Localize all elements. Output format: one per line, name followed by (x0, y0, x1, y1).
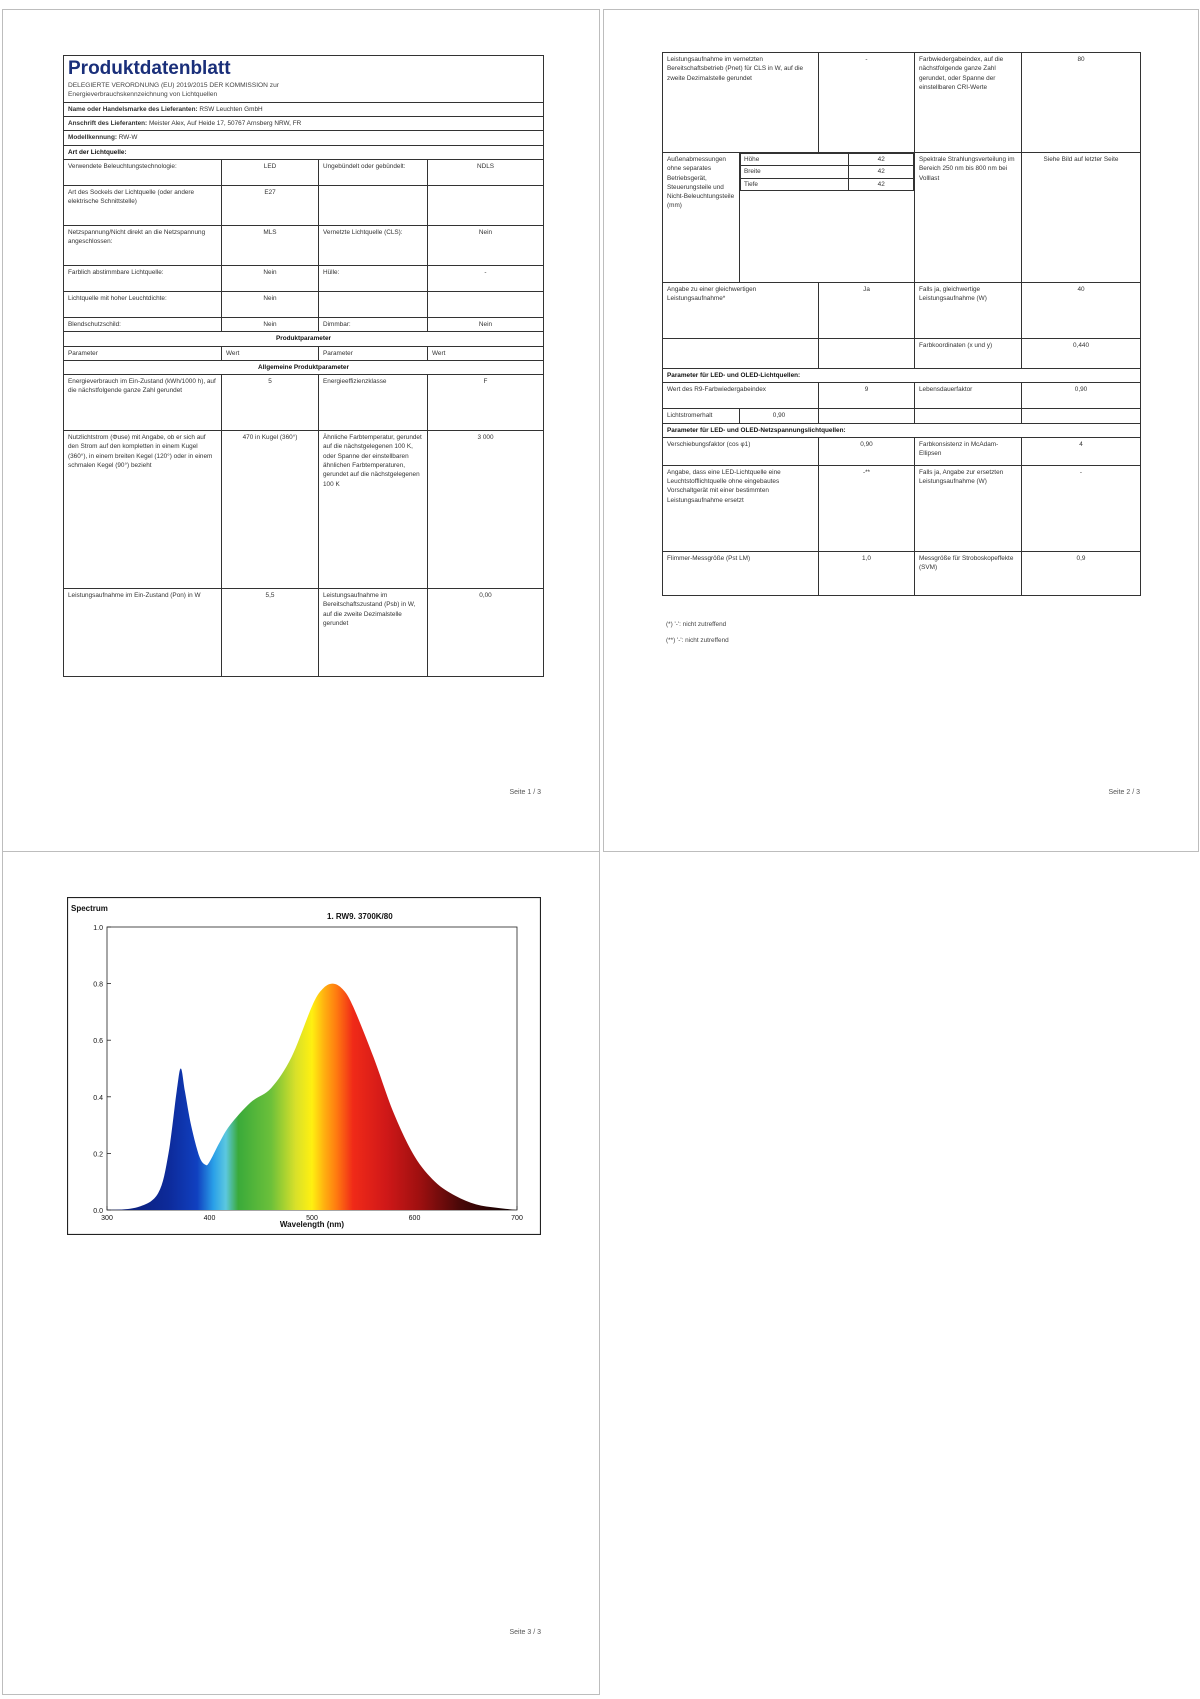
table-row (663, 465, 1141, 551)
general-params-header: Allgemeine Produktparameter (64, 360, 544, 374)
x-axis-label: Wavelength (nm) (279, 1220, 345, 1229)
y-tick-label: 0.8 (93, 981, 103, 989)
table-row (64, 375, 544, 431)
model-label: Modellkennung: (68, 134, 117, 142)
row-value: 5,5 (222, 589, 319, 677)
row-value-2: 0,440 (1022, 339, 1141, 369)
page-3 (2, 851, 600, 1695)
y-tick-label: 0.6 (93, 1038, 103, 1046)
model-value: RW-W (118, 134, 138, 142)
row-value: 1,0 (819, 551, 915, 595)
footnote-1: (*) '-': nicht zutreffend (666, 621, 727, 628)
param-header-c3: Parameter (319, 346, 428, 360)
row-value (819, 339, 915, 369)
row-empty (915, 409, 1022, 423)
table-row (663, 339, 1141, 369)
row-label-2: Ungebündelt oder gebündelt: (319, 160, 428, 186)
model-row (64, 131, 544, 145)
row-value-2: - (1022, 465, 1141, 551)
table-row (663, 437, 1141, 465)
page-1 (2, 9, 600, 852)
x-tick-label: 700 (511, 1215, 523, 1222)
page-title: Produktdatenblatt (68, 58, 231, 79)
row-value-2: Siehe Bild auf letzter Seite (1022, 153, 1141, 283)
row-label: Verschiebungsfaktor (cos φ1) (663, 437, 819, 465)
row-value-2: 0,9 (1022, 551, 1141, 595)
supplier-address-value: Meister Alex, Auf Heide 17, 50767 Arnsberg NRW, FR (148, 120, 302, 128)
row-label: Angabe zu einer gleichwertigen Leistungsaufnahme* (663, 283, 819, 339)
param-header-c4: Wert (428, 346, 544, 360)
table-row (64, 292, 544, 318)
supplier-name-row (64, 102, 544, 116)
row-label-2: Spektrale Strahlungsverteilung im Bereich 250 nm bis 800 nm bei Volllast (915, 153, 1022, 283)
table-row (64, 266, 544, 292)
row-value: Nein (222, 318, 319, 332)
dimensions-table (740, 153, 914, 191)
row-value-2: NDLS (428, 160, 544, 186)
row-value: 9 (819, 383, 915, 409)
row-value: E27 (222, 186, 319, 226)
table-row (64, 226, 544, 266)
row-label-2: Vernetzte Lichtquelle (CLS): (319, 226, 428, 266)
row-label-2: Falls ja, gleichwertige Leistungsaufnahme (W) (915, 283, 1022, 339)
supplier-name-label: Name oder Handelsmarke des Lieferanten: (68, 105, 198, 113)
row-value-2: Nein (428, 318, 544, 332)
row-value: 5 (222, 375, 319, 431)
row-label: Netzspannung/Nicht direkt an die Netzspannung angeschlossen: (64, 226, 222, 266)
row-label: Energieverbrauch im Ein-Zustand (kWh/1000 h), auf die nächstfolgende ganze Zahl gerundet (64, 375, 222, 431)
row-label: Angabe, dass eine LED-Lichtquelle eine Leuchtstofflichtquelle ohne eingebautes Vorschaltgerät mit einer bestimmten Leistungsaufnahme ersetzt (663, 465, 819, 551)
row-label (663, 339, 819, 369)
x-tick-label: 300 (101, 1215, 113, 1222)
row-label: Wert des R9-Farbwiedergabeindex (663, 383, 819, 409)
row-value: LED (222, 160, 319, 186)
row-value-2: 0,00 (428, 589, 544, 677)
table-row (64, 431, 544, 589)
row-label-2: Dimmbar: (319, 318, 428, 332)
row-value-2 (428, 292, 544, 318)
dim-value-depth: 42 (849, 178, 914, 190)
row-value: Nein (222, 292, 319, 318)
row-label: Lichtquelle mit hoher Leuchtdichte: (64, 292, 222, 318)
row-value-2: 80 (1022, 53, 1141, 153)
y-tick-label: 0.4 (93, 1094, 103, 1102)
dim-value-height: 42 (849, 154, 914, 166)
page-number: Seite 2 / 3 (1108, 789, 1140, 796)
footnote-2: (**) '-': nicht zutreffend (666, 637, 729, 644)
row-label: Blendschutzschild: (64, 318, 222, 332)
row-value-2: Nein (428, 226, 544, 266)
row-value-2: 0,90 (1022, 383, 1141, 409)
row-label: Leistungsaufnahme im Ein-Zustand (Pon) in W (64, 589, 222, 677)
x-tick-label: 400 (203, 1215, 216, 1222)
table-row (64, 589, 544, 677)
row-label: Flimmer-Messgröße (Pst LM) (663, 551, 819, 595)
row-value: - (819, 53, 915, 153)
row-label-2: Hülle: (319, 266, 428, 292)
row-label-2 (819, 409, 915, 423)
row-value: Nein (222, 266, 319, 292)
spectrum-chart (67, 897, 541, 1235)
row-label-2 (319, 186, 428, 226)
table-row (663, 283, 1141, 339)
row-label-2: Leistungsaufnahme im Bereitschaftszustand (Psb) in W, auf die zweite Dezimalstelle gerundet (319, 589, 428, 677)
dimensions-cell (740, 153, 915, 283)
row-label-2: Farbkonsistenz in McAdam-Ellipsen (915, 437, 1022, 465)
page-number: Seite 3 / 3 (509, 1629, 541, 1636)
row-value: 0,90 (819, 437, 915, 465)
mains-params-header: Parameter für LED- und OLED-Netzspannungslichtquellen: (663, 423, 1141, 437)
light-source-type-header: Art der Lichtquelle: (64, 145, 544, 159)
row-value-2: 40 (1022, 283, 1141, 339)
y-tick-label: 0.0 (93, 1208, 103, 1215)
row-value: -** (819, 465, 915, 551)
table-row (64, 160, 544, 186)
row-label: Nutzlichtstrom (Φuse) mit Angabe, ob er sich auf den Strom auf den kompletten in einem Kugel (360°), in einem breiten Kegel (120°) oder in einem schmalen Kegel (90°) bezieht (64, 431, 222, 589)
supplier-address-row (64, 117, 544, 131)
row-label-2: Ähnliche Farbtemperatur, gerundet auf die nächstgelegenen 100 K, oder Spanne der einstellbaren ähnlichen Farbtemperaturen, gerundet auf die nächstgelegenen 100 K (319, 431, 428, 589)
row-value: MLS (222, 226, 319, 266)
dim-value-width: 42 (849, 166, 914, 178)
row-label-2: Farbkoordinaten (x und y) (915, 339, 1022, 369)
param-header-row (64, 346, 544, 360)
dim-label-width: Breite (741, 166, 849, 178)
y-tick-label: 1.0 (93, 925, 103, 932)
row-label: Farblich abstimmbare Lichtquelle: (64, 266, 222, 292)
row-value-2: 4 (1022, 437, 1141, 465)
table-row (64, 186, 544, 226)
subtitle-line-2: Energieverbrauchskennzeichnung von Lichtquellen (68, 91, 218, 99)
table-row (663, 409, 1141, 423)
table-row (663, 53, 1141, 153)
param-header-c1: Parameter (64, 346, 222, 360)
param-header-c2: Wert (222, 346, 319, 360)
row-label: Leistungsaufnahme im vernetzten Bereitschaftsbetrieb (Pnet) für CLS in W, auf die zweite Dezimalstelle gerundet (663, 53, 819, 153)
page-2 (603, 9, 1199, 852)
row-label: Außenabmessungen ohne separates Betriebsgerät, Steuerungsteile und Nicht-Beleuchtungsteile (mm) (663, 153, 740, 283)
page-number: Seite 1 / 3 (509, 789, 541, 796)
title-cell (64, 56, 544, 103)
row-value-2 (428, 186, 544, 226)
product-params-header: Produktparameter (64, 332, 544, 346)
datasheet-table-page-2 (662, 52, 1141, 596)
row-label-2 (319, 292, 428, 318)
y-tick-label: 0.2 (93, 1151, 103, 1159)
row-value: Ja (819, 283, 915, 339)
y-axis-label: Spectrum (71, 904, 108, 913)
chart-title: 1. RW9. 3700K/80 (327, 912, 393, 921)
x-tick-label: 600 (408, 1215, 421, 1222)
dim-label-depth: Tiefe (741, 178, 849, 190)
supplier-address-label: Anschrift des Lieferanten: (68, 120, 148, 128)
row-label: Verwendete Beleuchtungstechnologie: (64, 160, 222, 186)
row-label-2: Messgröße für Stroboskopeffekte (SVM) (915, 551, 1022, 595)
row-label-2: Falls ja, Angabe zur ersetzten Leistungsaufnahme (W) (915, 465, 1022, 551)
dim-label-height: Höhe (741, 154, 849, 166)
table-row (663, 551, 1141, 595)
table-row (64, 318, 544, 332)
row-label-2: Energieeffizienzklasse (319, 375, 428, 431)
row-label-2: Lebensdauerfaktor (915, 383, 1022, 409)
x-tick-label: 500 (306, 1215, 318, 1222)
row-value-2: - (428, 266, 544, 292)
row-value-2 (1022, 409, 1141, 423)
row-value: 470 in Kugel (360°) (222, 431, 319, 589)
led-params-header: Parameter für LED- und OLED-Lichtquellen: (663, 369, 1141, 383)
subtitle-line-1: DELEGIERTE VERORDNUNG (EU) 2019/2015 DER KOMMISSION zur (68, 81, 279, 89)
datasheet-table-page-1 (63, 55, 544, 677)
row-label-2: Farbwiedergabeindex, auf die nächstfolgende ganze Zahl gerundet, oder Spanne der einstellbaren CRI-Werte (915, 53, 1022, 153)
table-row (663, 383, 1141, 409)
row-label: Art des Sockels der Lichtquelle (oder andere elektrische Schnittstelle) (64, 186, 222, 226)
row-label: Lichtstromerhalt (663, 409, 740, 423)
table-row (663, 153, 1141, 283)
row-value: 0,90 (740, 409, 819, 423)
row-value-2: 3 000 (428, 431, 544, 589)
supplier-name-value: RSW Leuchten GmbH (199, 105, 263, 113)
row-value-2: F (428, 375, 544, 431)
